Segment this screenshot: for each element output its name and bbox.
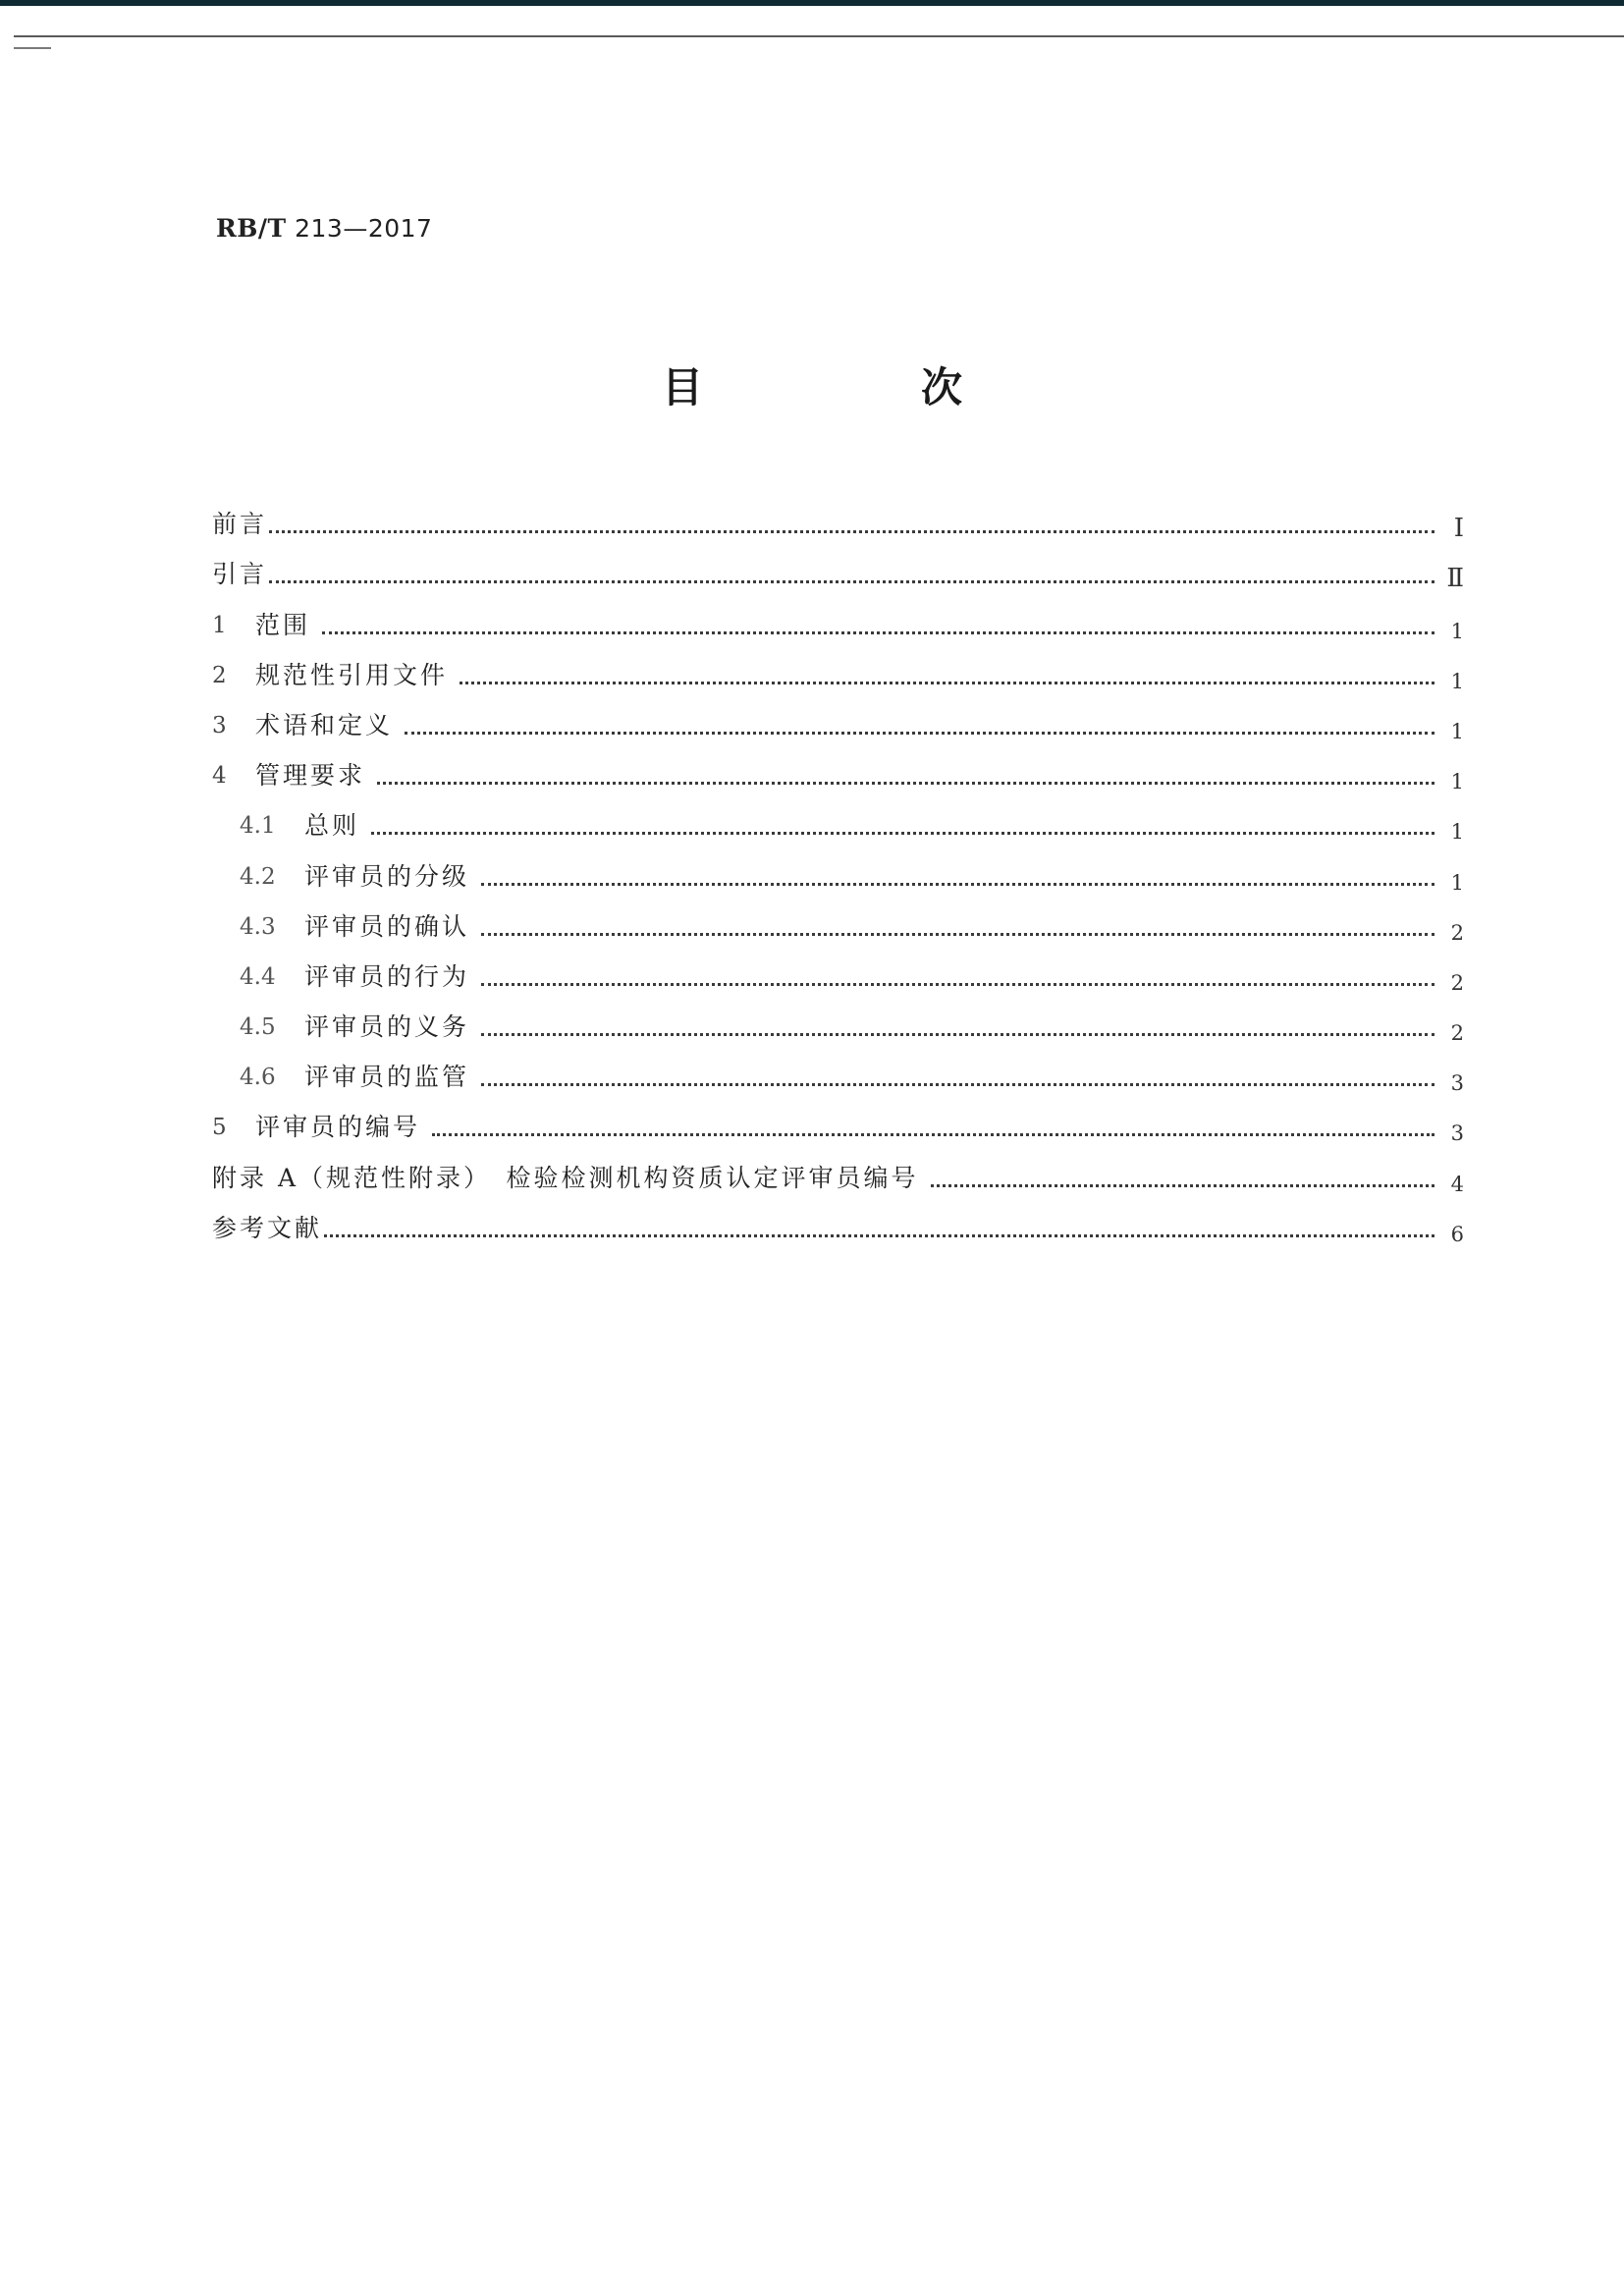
page-title: 目 次 — [661, 363, 1051, 411]
toc-entry-5[interactable] — [212, 1092, 1464, 1146]
toc-entry-introduction[interactable] — [212, 539, 1464, 594]
toc-entry-label: 规范性引用文件 — [255, 660, 449, 689]
toc-page-number: Ⅰ — [1453, 514, 1464, 544]
table-of-contents — [212, 489, 1464, 1246]
toc-entry-appendix-a[interactable] — [212, 1142, 1464, 1196]
toc-page-number: 2 — [1450, 920, 1464, 945]
toc-entry-label: 评审员的编号 — [255, 1113, 421, 1142]
toc-entry-label: 评审员的行为 — [304, 961, 470, 991]
standard-code — [216, 214, 432, 243]
toc-dot-leader — [481, 983, 1435, 986]
toc-dot-leader — [481, 1083, 1435, 1086]
toc-dot-leader — [460, 682, 1435, 684]
toc-entry-4-2[interactable] — [212, 841, 1464, 895]
toc-page-number: 4 — [1450, 1172, 1464, 1196]
toc-dot-leader — [481, 883, 1435, 886]
toc-dot-leader — [371, 832, 1435, 835]
toc-page-number: 2 — [1450, 970, 1464, 995]
toc-entry-number: 4.3 — [240, 913, 276, 940]
toc-entry-label: 附录 A（规范性附录） 检验检测机构资质认定评审员编号 — [212, 1163, 919, 1192]
toc-page-number: 3 — [1450, 1071, 1464, 1096]
toc-dot-leader — [405, 732, 1435, 735]
toc-entry-4[interactable] — [212, 740, 1464, 794]
toc-dot-leader — [324, 1234, 1435, 1237]
toc-entry-label: 评审员的分级 — [304, 861, 470, 891]
toc-entry-4-1[interactable] — [212, 791, 1464, 845]
toc-page-number: 1 — [1450, 719, 1464, 743]
toc-entry-number: 4.2 — [240, 863, 276, 890]
standard-code-number: 213—2017 — [295, 214, 433, 243]
toc-dot-leader — [481, 1033, 1435, 1036]
toc-entry-2[interactable] — [212, 640, 1464, 693]
toc-entry-1[interactable] — [212, 589, 1464, 643]
scan-corner-mark — [14, 47, 51, 49]
toc-dot-leader — [269, 530, 1435, 533]
toc-entry-label: 引言 — [212, 560, 268, 589]
toc-entry-references[interactable] — [212, 1193, 1464, 1246]
standard-code-prefix: RB/T — [216, 214, 287, 243]
toc-entry-label: 前言 — [212, 510, 268, 539]
toc-entry-label: 评审员的监管 — [304, 1063, 470, 1092]
toc-page-number: 3 — [1450, 1121, 1464, 1146]
toc-entry-number: 4.5 — [240, 1014, 276, 1041]
toc-entry-number: 4.4 — [240, 963, 276, 990]
toc-entry-label: 范围 — [255, 610, 311, 639]
scan-horizontal-rule — [14, 35, 1624, 37]
toc-dot-leader — [931, 1184, 1435, 1187]
toc-entry-label: 术语和定义 — [255, 710, 394, 739]
toc-dot-leader — [322, 631, 1435, 634]
toc-entry-3[interactable] — [212, 690, 1464, 743]
scan-top-edge — [0, 0, 1624, 6]
toc-entry-4-4[interactable] — [212, 942, 1464, 995]
toc-entry-4-6[interactable] — [212, 1042, 1464, 1096]
toc-entry-4-5[interactable] — [212, 992, 1464, 1046]
toc-entry-4-3[interactable] — [212, 892, 1464, 945]
toc-entry-label: 管理要求 — [255, 761, 366, 791]
toc-entry-number: 3 — [212, 712, 227, 738]
toc-entry-label: 评审员的确认 — [304, 911, 470, 941]
toc-page-number: 1 — [1450, 669, 1464, 693]
toc-entry-number: 4.1 — [240, 813, 276, 840]
toc-page-number: 1 — [1450, 870, 1464, 895]
toc-entry-number: 1 — [212, 612, 227, 638]
toc-page-number: 1 — [1450, 770, 1464, 794]
toc-dot-leader — [269, 580, 1435, 583]
toc-entry-label: 总则 — [304, 811, 360, 841]
toc-page-number: 1 — [1450, 820, 1464, 845]
toc-dot-leader — [432, 1133, 1435, 1136]
toc-entry-number: 5 — [212, 1115, 227, 1141]
toc-page-number: 2 — [1450, 1021, 1464, 1046]
toc-entry-number: 2 — [212, 662, 227, 688]
toc-entry-number: 4.6 — [240, 1065, 276, 1091]
toc-entry-label: 评审员的义务 — [304, 1012, 470, 1042]
toc-dot-leader — [377, 782, 1435, 785]
toc-entry-label: 参考文献 — [212, 1213, 323, 1242]
toc-page-number: 6 — [1450, 1222, 1464, 1246]
toc-entry-number: 4 — [212, 763, 227, 790]
toc-page-number: Ⅱ — [1446, 564, 1464, 594]
toc-entry-foreword[interactable] — [212, 489, 1464, 544]
toc-page-number: 1 — [1450, 619, 1464, 643]
toc-dot-leader — [481, 933, 1435, 936]
